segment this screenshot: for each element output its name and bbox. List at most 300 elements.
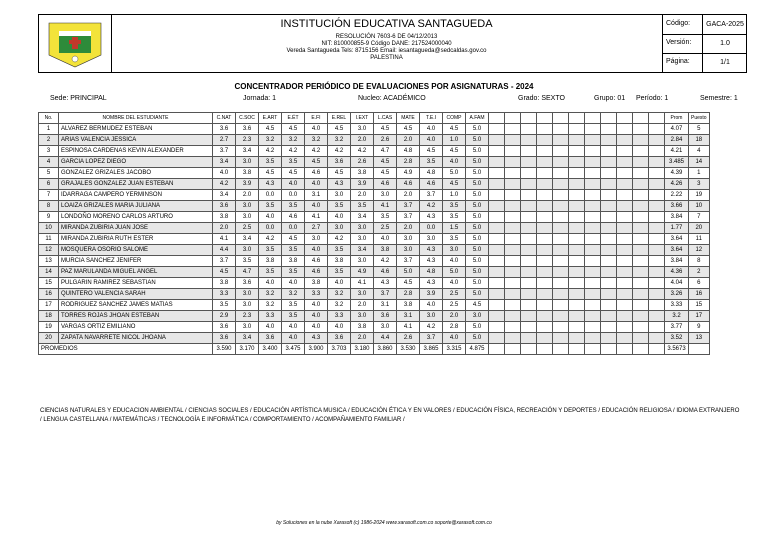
table-cell — [569, 245, 585, 256]
student-name-cell: PAZ MARULANDA MIGUEL ANGEL — [59, 267, 213, 278]
table-cell: 3.0 — [236, 157, 259, 168]
table-cell: 12 — [689, 245, 710, 256]
table-cell: 3.5 — [443, 234, 466, 245]
table-cell: 4.0 — [443, 256, 466, 267]
table-cell: 18 — [39, 311, 59, 322]
table-cell — [553, 322, 569, 333]
table-cell — [521, 190, 537, 201]
table-cell: 3.5 — [259, 245, 282, 256]
table-cell — [617, 311, 633, 322]
table-cell — [617, 168, 633, 179]
table-cell — [601, 333, 617, 344]
table-cell: 5.0 — [443, 267, 466, 278]
table-cell — [569, 300, 585, 311]
table-cell: 3.6 — [259, 333, 282, 344]
table-cell — [633, 212, 649, 223]
table-row — [39, 124, 710, 135]
table-cell — [633, 223, 649, 234]
table-cell — [537, 168, 553, 179]
table-cell — [553, 289, 569, 300]
table-row — [39, 212, 710, 223]
table-cell: 4.0 — [282, 333, 305, 344]
table-cell: 5.0 — [466, 157, 489, 168]
table-cell — [553, 168, 569, 179]
student-name-cell: PULGARIN RAMIREZ SEBASTIAN — [59, 278, 213, 289]
table-cell: 2.3 — [236, 135, 259, 146]
student-name-cell: ZAPATA NAVARRETE NICOL JHOANA — [59, 333, 213, 344]
table-cell: 15 — [689, 300, 710, 311]
table-cell — [553, 135, 569, 146]
table-cell: 3.64 — [665, 245, 689, 256]
meta-codigo — [662, 15, 746, 35]
table-cell: 4.0 — [305, 245, 328, 256]
table-cell: 2.0 — [443, 311, 466, 322]
table-row — [39, 168, 710, 179]
table-cell: 4.5 — [443, 124, 466, 135]
table-cell: 4.5 — [328, 124, 351, 135]
table-cell: 3.2 — [282, 135, 305, 146]
version-label: Versión: — [666, 39, 692, 46]
table-cell: 3.4 — [351, 245, 374, 256]
table-cell — [649, 256, 665, 267]
table-cell: 3.0 — [443, 245, 466, 256]
table-cell: 4.0 — [443, 333, 466, 344]
table-cell — [553, 300, 569, 311]
table-cell: 1.77 — [665, 223, 689, 234]
table-cell: 5.0 — [466, 245, 489, 256]
table-cell: 4.5 — [282, 168, 305, 179]
table-cell: 2.0 — [397, 190, 420, 201]
table-row — [39, 190, 710, 201]
average-cell: 3.5673 — [665, 344, 689, 355]
table-cell — [649, 289, 665, 300]
table-cell: 2 — [689, 267, 710, 278]
table-cell — [505, 146, 521, 157]
table-cell: 3.1 — [374, 300, 397, 311]
semestre-info: Semestre: 1 — [700, 95, 738, 102]
average-cell — [489, 344, 505, 355]
table-cell: 3.5 — [282, 157, 305, 168]
table-cell: 2.6 — [351, 157, 374, 168]
column-header — [505, 113, 521, 124]
table-cell: 16 — [689, 289, 710, 300]
table-cell — [505, 300, 521, 311]
average-cell: 3.170 — [236, 344, 259, 355]
table-cell — [521, 124, 537, 135]
table-cell: 4.0 — [443, 157, 466, 168]
city-text: PALESTINA — [370, 55, 403, 61]
table-cell: 2.0 — [236, 190, 259, 201]
table-cell: 3.0 — [351, 124, 374, 135]
table-cell: 3.5 — [213, 300, 236, 311]
table-cell — [569, 135, 585, 146]
column-header — [633, 113, 649, 124]
table-cell — [585, 245, 601, 256]
table-cell: 3.6 — [213, 201, 236, 212]
table-cell: 4.0 — [328, 278, 351, 289]
table-cell: 3.8 — [328, 256, 351, 267]
table-cell: 3.33 — [665, 300, 689, 311]
table-cell: 3.5 — [282, 300, 305, 311]
table-cell — [569, 333, 585, 344]
table-cell: 3.2 — [282, 289, 305, 300]
table-cell — [521, 179, 537, 190]
table-cell: 3.0 — [236, 212, 259, 223]
table-cell — [649, 168, 665, 179]
table-cell: 2.0 — [351, 135, 374, 146]
table-cell: 2.84 — [665, 135, 689, 146]
column-header — [601, 113, 617, 124]
table-cell — [553, 146, 569, 157]
table-row — [39, 223, 710, 234]
table-cell: 2.5 — [236, 223, 259, 234]
table-cell: 4.5 — [374, 168, 397, 179]
table-cell: 5.0 — [466, 289, 489, 300]
table-cell: 3.4 — [213, 157, 236, 168]
table-cell — [489, 245, 505, 256]
table-row — [39, 333, 710, 344]
table-cell — [601, 124, 617, 135]
column-header: COMP — [443, 113, 466, 124]
table-cell: 3.7 — [420, 333, 443, 344]
table-cell — [505, 157, 521, 168]
table-cell: 4.0 — [443, 278, 466, 289]
table-row — [39, 201, 710, 212]
table-cell — [521, 223, 537, 234]
table-cell: 4.2 — [328, 146, 351, 157]
table-cell: 4.0 — [420, 135, 443, 146]
table-cell: 4.6 — [397, 179, 420, 190]
table-cell: 3.0 — [351, 234, 374, 245]
table-cell — [489, 124, 505, 135]
table-cell: 3.9 — [236, 179, 259, 190]
table-cell: 3.2 — [328, 289, 351, 300]
table-cell — [553, 245, 569, 256]
table-cell: 3.2 — [328, 300, 351, 311]
table-cell: 3.6 — [213, 124, 236, 135]
table-cell — [633, 234, 649, 245]
table-cell — [585, 267, 601, 278]
table-row — [39, 234, 710, 245]
table-cell — [601, 168, 617, 179]
table-cell: 0.0 — [282, 190, 305, 201]
table-cell: 0.0 — [282, 223, 305, 234]
table-cell: 3.5 — [259, 201, 282, 212]
table-cell — [649, 333, 665, 344]
table-cell: 3.2 — [665, 311, 689, 322]
table-cell: 3.66 — [665, 201, 689, 212]
table-cell: 5.0 — [466, 135, 489, 146]
table-cell: 5.0 — [466, 146, 489, 157]
table-cell: 3.4 — [236, 146, 259, 157]
average-cell: 3.180 — [351, 344, 374, 355]
student-name-cell: GARCIA LOPEZ DIEGO — [59, 157, 213, 168]
table-cell: 4.5 — [374, 124, 397, 135]
grado-info: Grado: SEXTO — [518, 95, 565, 102]
table-cell — [585, 289, 601, 300]
average-cell — [585, 344, 601, 355]
table-cell: 5.0 — [466, 212, 489, 223]
table-cell — [633, 168, 649, 179]
table-cell: 2.3 — [236, 311, 259, 322]
table-cell — [553, 311, 569, 322]
table-cell — [601, 201, 617, 212]
table-cell — [521, 201, 537, 212]
grades-table — [38, 112, 710, 355]
average-cell — [521, 344, 537, 355]
table-cell: 3.8 — [236, 168, 259, 179]
table-cell: 4.9 — [397, 168, 420, 179]
table-cell — [489, 333, 505, 344]
column-header: E.FI — [305, 113, 328, 124]
table-cell: 10 — [39, 223, 59, 234]
column-header — [617, 113, 633, 124]
table-cell: 5 — [689, 124, 710, 135]
table-cell: 4.5 — [305, 157, 328, 168]
table-cell — [489, 289, 505, 300]
table-cell: 4.6 — [305, 168, 328, 179]
table-cell — [553, 124, 569, 135]
table-cell — [649, 201, 665, 212]
table-cell: 3.0 — [236, 300, 259, 311]
table-cell: 3.5 — [259, 157, 282, 168]
table-cell — [505, 223, 521, 234]
table-cell: 3.9 — [420, 289, 443, 300]
table-cell — [489, 311, 505, 322]
table-cell: 3.8 — [397, 300, 420, 311]
table-cell: 4.2 — [282, 146, 305, 157]
table-cell: 2.0 — [351, 300, 374, 311]
table-cell — [537, 190, 553, 201]
table-cell: 4.8 — [420, 168, 443, 179]
table-cell: 4.1 — [305, 212, 328, 223]
table-cell: 5.0 — [397, 267, 420, 278]
table-cell — [649, 190, 665, 201]
table-cell: 4.7 — [236, 267, 259, 278]
table-cell: 3.0 — [466, 311, 489, 322]
table-cell: 3.0 — [397, 245, 420, 256]
table-cell: 3.0 — [420, 234, 443, 245]
table-cell — [537, 124, 553, 135]
table-cell: 3.2 — [259, 300, 282, 311]
table-cell — [537, 300, 553, 311]
table-cell: 2.5 — [374, 223, 397, 234]
table-cell: 3.6 — [236, 124, 259, 135]
table-cell: 2.6 — [397, 333, 420, 344]
meta-pagina — [662, 53, 746, 72]
table-cell: 3.0 — [374, 190, 397, 201]
table-cell — [585, 234, 601, 245]
table-cell: 3.8 — [259, 256, 282, 267]
table-cell: 4.0 — [259, 278, 282, 289]
averages-label: PROMEDIOS — [39, 344, 213, 355]
table-cell: 3.8 — [305, 278, 328, 289]
table-cell: 0.0 — [259, 223, 282, 234]
table-cell — [505, 190, 521, 201]
table-cell — [617, 190, 633, 201]
table-cell — [569, 190, 585, 201]
meta-cell — [662, 15, 746, 72]
table-cell — [505, 124, 521, 135]
table-cell — [489, 146, 505, 157]
table-cell — [569, 168, 585, 179]
column-header — [569, 113, 585, 124]
column-header: Prom — [665, 113, 689, 124]
average-cell — [689, 344, 710, 355]
table-cell — [489, 223, 505, 234]
table-cell — [489, 278, 505, 289]
table-cell — [617, 256, 633, 267]
average-cell: 3.703 — [328, 344, 351, 355]
table-cell — [521, 245, 537, 256]
table-cell — [569, 311, 585, 322]
table-cell — [617, 124, 633, 135]
table-cell: 3.1 — [305, 190, 328, 201]
table-cell — [489, 256, 505, 267]
table-cell: 2.0 — [213, 223, 236, 234]
table-cell: 2.22 — [665, 190, 689, 201]
table-cell — [553, 201, 569, 212]
table-cell: 4.2 — [420, 201, 443, 212]
table-cell: 14 — [689, 157, 710, 168]
table-cell — [569, 157, 585, 168]
table-cell — [505, 311, 521, 322]
table-cell — [585, 311, 601, 322]
pagina-label: Página: — [666, 58, 690, 65]
column-header: I.EXT — [351, 113, 374, 124]
table-cell: 16 — [39, 289, 59, 300]
table-cell — [521, 157, 537, 168]
table-cell — [617, 267, 633, 278]
table-cell: 3.0 — [236, 201, 259, 212]
table-cell: 3.5 — [328, 245, 351, 256]
table-cell — [569, 201, 585, 212]
table-cell — [537, 245, 553, 256]
table-cell — [601, 190, 617, 201]
table-cell: 2.8 — [397, 157, 420, 168]
table-cell — [649, 245, 665, 256]
table-row — [39, 146, 710, 157]
table-cell: 3.485 — [665, 157, 689, 168]
table-cell: 18 — [689, 135, 710, 146]
table-cell: 4.5 — [259, 124, 282, 135]
table-cell: 5.0 — [466, 201, 489, 212]
table-cell: 3.8 — [282, 256, 305, 267]
table-cell — [489, 234, 505, 245]
column-header: E.ÉT — [282, 113, 305, 124]
table-cell — [505, 201, 521, 212]
table-cell: 3.2 — [328, 135, 351, 146]
average-cell — [553, 344, 569, 355]
table-cell: 5.0 — [466, 179, 489, 190]
address-text: Vereda Santagueda Tels: 8715156 Email: iesantagueda@sedcaldas.gov.co — [286, 48, 487, 54]
table-cell: 3.52 — [665, 333, 689, 344]
table-cell: 1 — [39, 124, 59, 135]
table-cell: 3.7 — [374, 289, 397, 300]
table-cell: 2.0 — [351, 333, 374, 344]
table-cell: 5.0 — [466, 256, 489, 267]
table-cell — [617, 212, 633, 223]
table-cell — [633, 245, 649, 256]
table-cell: 3.0 — [420, 311, 443, 322]
table-cell — [649, 212, 665, 223]
version-value: 1.0 — [702, 34, 747, 53]
table-cell — [649, 223, 665, 234]
table-cell: 3.6 — [213, 333, 236, 344]
table-cell: 4.2 — [374, 256, 397, 267]
table-cell: 3.0 — [328, 190, 351, 201]
table-cell: 4.0 — [305, 300, 328, 311]
table-cell: 4.3 — [305, 333, 328, 344]
table-cell — [569, 179, 585, 190]
table-cell: 4.2 — [213, 179, 236, 190]
table-cell: 1 — [689, 168, 710, 179]
student-name-cell: LONDOÑO MORENO CARLOS ARTURO — [59, 212, 213, 223]
table-cell — [569, 223, 585, 234]
table-cell: 5.0 — [466, 168, 489, 179]
grupo-info: Grupo: 01 — [594, 95, 626, 102]
table-cell: 4.5 — [420, 146, 443, 157]
table-cell — [569, 289, 585, 300]
table-cell — [633, 311, 649, 322]
table-cell — [537, 322, 553, 333]
table-cell: 4.39 — [665, 168, 689, 179]
table-cell — [537, 278, 553, 289]
table-cell: 4.6 — [374, 179, 397, 190]
table-cell: 4.0 — [374, 234, 397, 245]
table-cell — [649, 234, 665, 245]
table-cell: 2.5 — [443, 300, 466, 311]
table-cell: 6 — [39, 179, 59, 190]
table-cell — [649, 135, 665, 146]
table-cell — [585, 135, 601, 146]
table-cell: 2.5 — [443, 289, 466, 300]
table-cell: 3.77 — [665, 322, 689, 333]
table-row — [39, 157, 710, 168]
table-cell: 4.3 — [374, 278, 397, 289]
table-cell: 2.7 — [213, 135, 236, 146]
table-cell — [617, 300, 633, 311]
table-cell — [633, 157, 649, 168]
table-cell — [601, 234, 617, 245]
table-cell — [505, 267, 521, 278]
table-cell: 3.26 — [665, 289, 689, 300]
table-cell: 2.6 — [374, 135, 397, 146]
table-cell — [633, 256, 649, 267]
table-cell — [569, 256, 585, 267]
student-name-cell: GONZALEZ GRIZALES JACOBO — [59, 168, 213, 179]
student-name-cell: MIRANDA ZUBIRIA RUTH ESTER — [59, 234, 213, 245]
table-cell: 17 — [39, 300, 59, 311]
table-cell: 4.6 — [305, 267, 328, 278]
table-cell — [569, 267, 585, 278]
average-cell — [649, 344, 665, 355]
table-cell — [585, 190, 601, 201]
table-cell: 4.2 — [420, 322, 443, 333]
column-header: E.REL — [328, 113, 351, 124]
table-cell: 2.9 — [213, 311, 236, 322]
table-cell — [617, 157, 633, 168]
table-cell: 3.6 — [328, 157, 351, 168]
table-cell: 3.4 — [351, 212, 374, 223]
table-cell: 3.8 — [351, 322, 374, 333]
codigo-value: GACA-2025 — [702, 15, 747, 34]
table-cell — [617, 333, 633, 344]
table-cell — [505, 322, 521, 333]
table-cell: 5.0 — [466, 267, 489, 278]
table-cell: 4.0 — [282, 278, 305, 289]
column-header: T.E.I — [420, 113, 443, 124]
